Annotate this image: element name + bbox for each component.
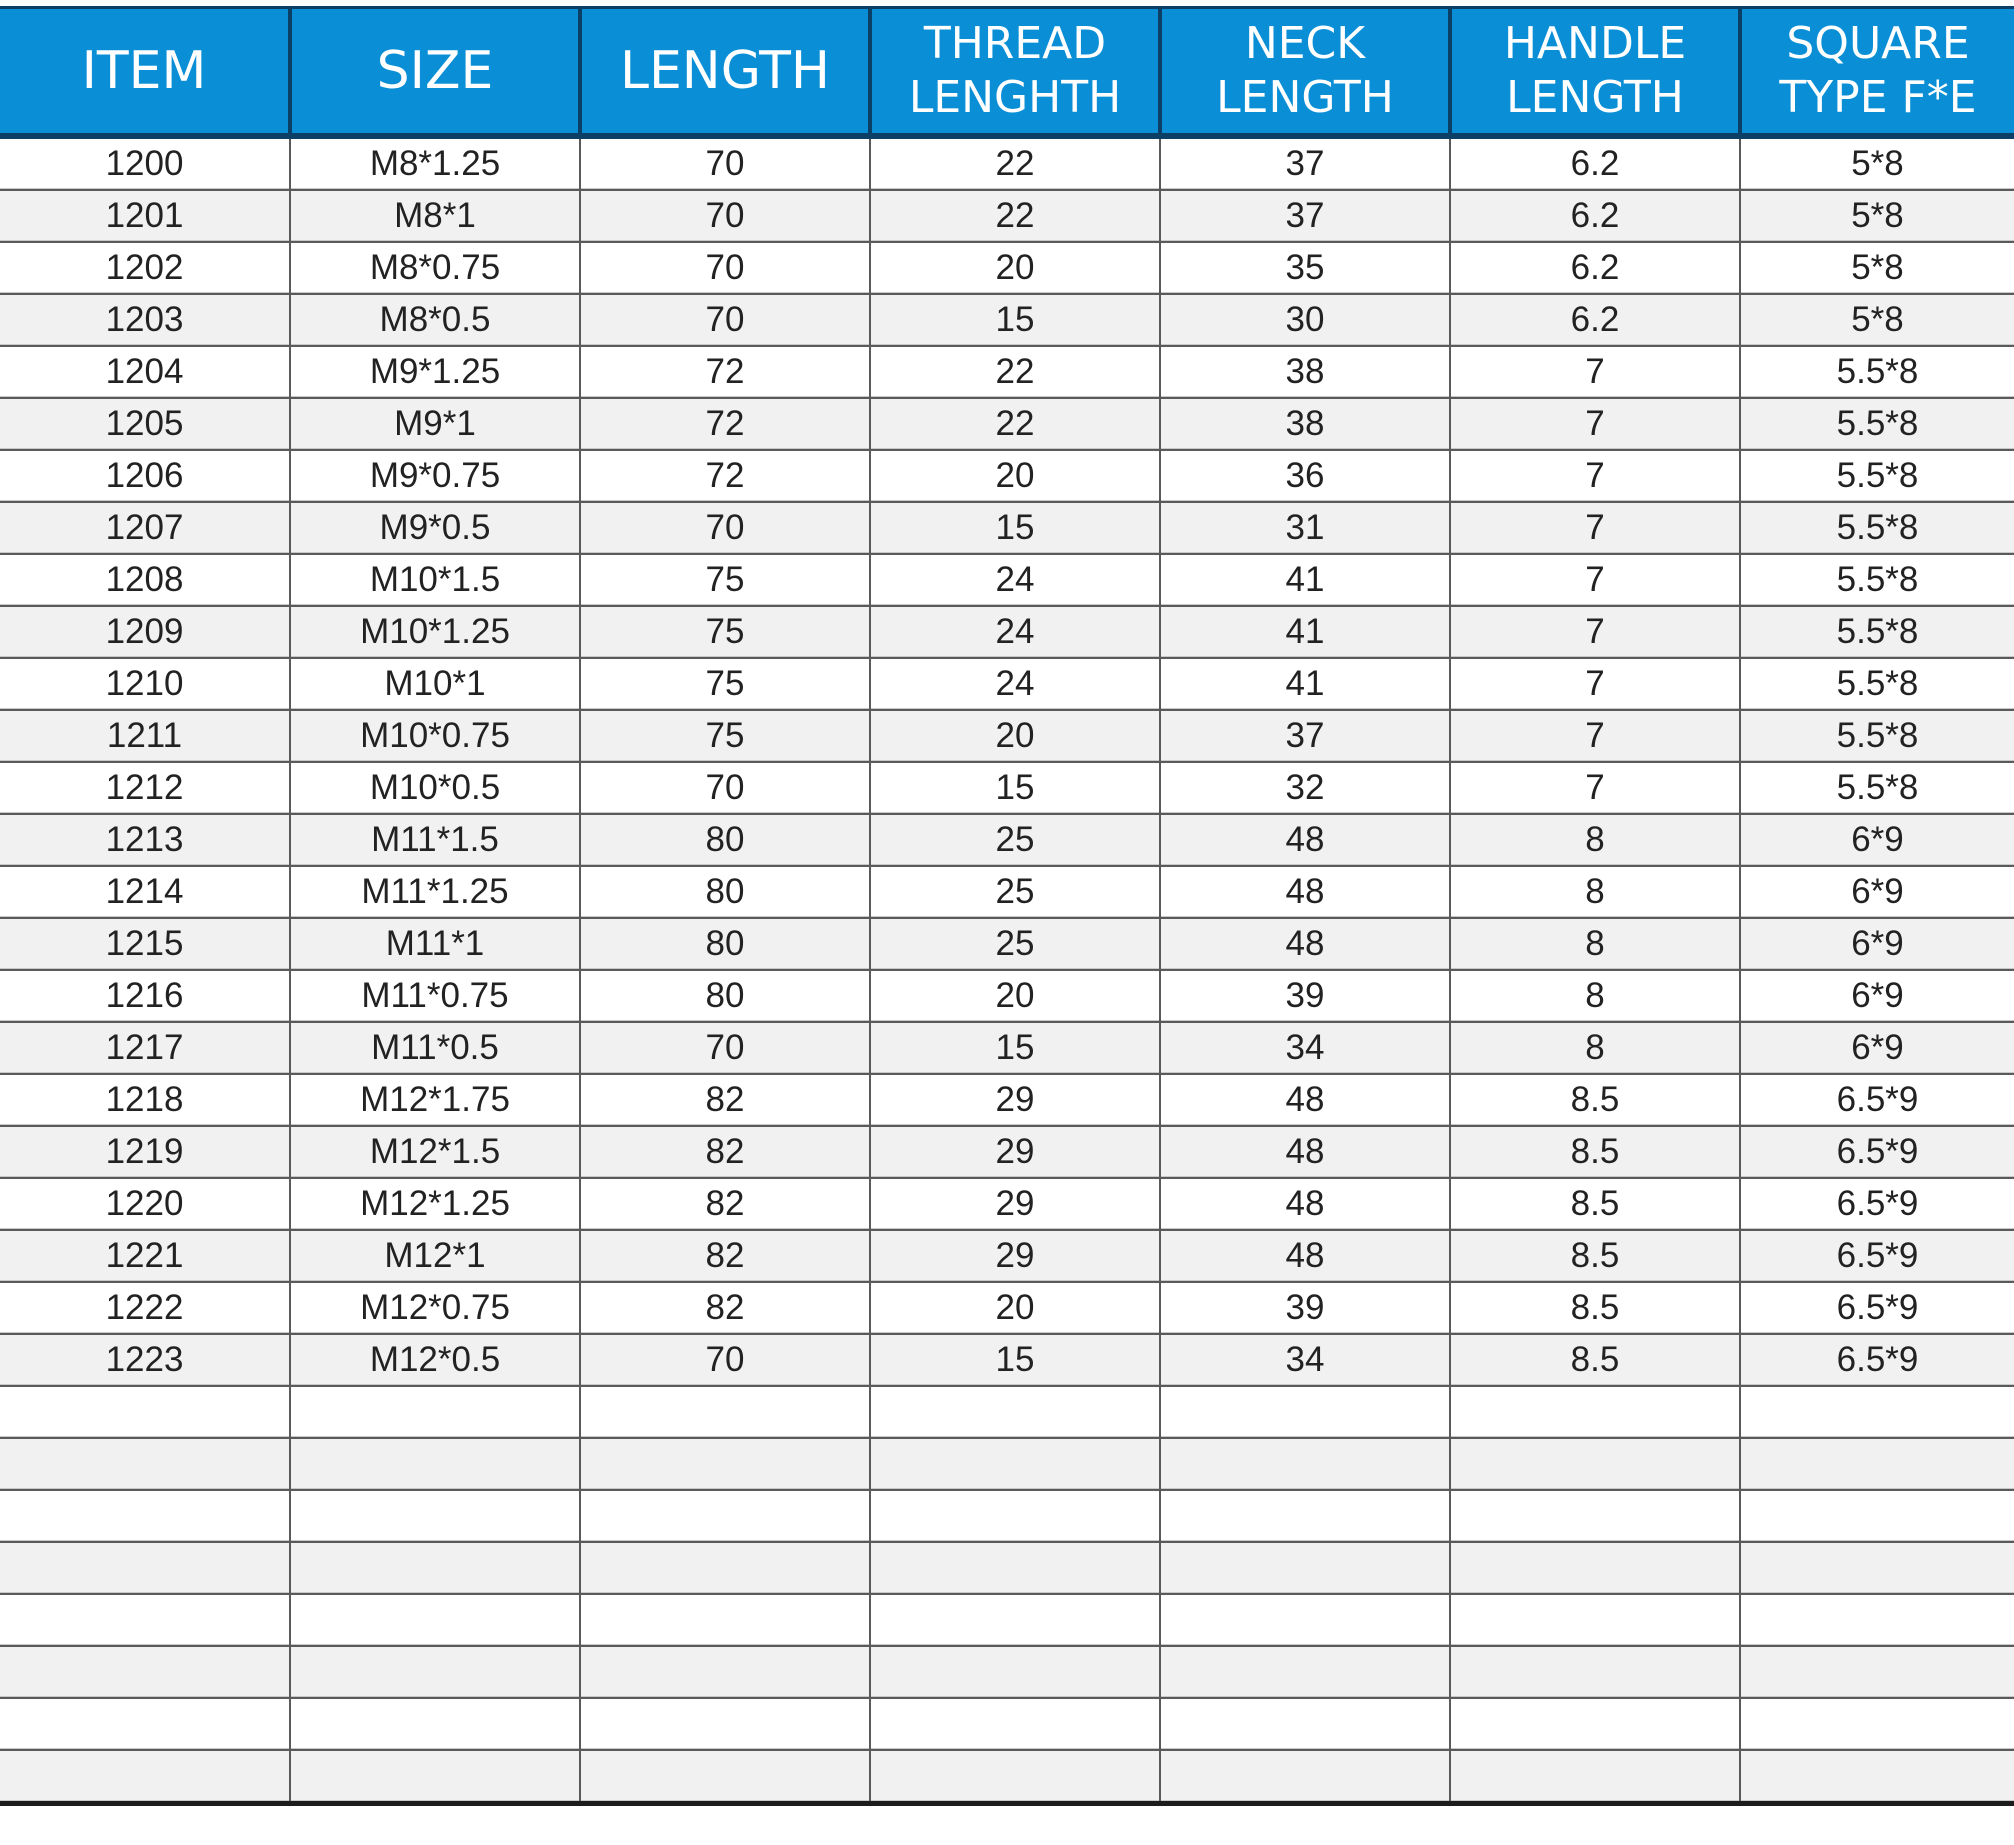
cell-handle-length: 8 bbox=[1450, 970, 1740, 1022]
cell-square-type: 5.5*8 bbox=[1740, 398, 2014, 450]
cell-item: 1201 bbox=[0, 190, 290, 242]
cell-size: M8*0.75 bbox=[290, 242, 580, 294]
cell-item bbox=[0, 1594, 290, 1646]
cell-length bbox=[580, 1490, 870, 1542]
table-row bbox=[0, 710, 2014, 762]
header-square-type: SQUARE TYPE F*E bbox=[1740, 8, 2014, 137]
cell-neck-length: 31 bbox=[1160, 502, 1450, 554]
cell-thread-length: 24 bbox=[870, 606, 1160, 658]
cell-thread-length: 20 bbox=[870, 710, 1160, 762]
cell-length: 70 bbox=[580, 136, 870, 190]
cell-thread-length bbox=[870, 1438, 1160, 1490]
cell-square-type: 5*8 bbox=[1740, 242, 2014, 294]
cell-length bbox=[580, 1646, 870, 1698]
cell-length bbox=[580, 1386, 870, 1438]
cell-square-type: 6*9 bbox=[1740, 866, 2014, 918]
cell-neck-length: 37 bbox=[1160, 190, 1450, 242]
cell-size: M11*1.25 bbox=[290, 866, 580, 918]
cell-thread-length: 20 bbox=[870, 1282, 1160, 1334]
cell-square-type: 6.5*9 bbox=[1740, 1230, 2014, 1282]
cell-length: 80 bbox=[580, 866, 870, 918]
cell-size bbox=[290, 1490, 580, 1542]
cell-size: M11*0.5 bbox=[290, 1022, 580, 1074]
cell-length: 72 bbox=[580, 346, 870, 398]
cell-neck-length: 48 bbox=[1160, 866, 1450, 918]
cell-square-type: 6*9 bbox=[1740, 1022, 2014, 1074]
cell-length bbox=[580, 1542, 870, 1594]
cell-thread-length: 29 bbox=[870, 1126, 1160, 1178]
table-row bbox=[0, 136, 2014, 190]
cell-size: M10*1.25 bbox=[290, 606, 580, 658]
cell-item: 1205 bbox=[0, 398, 290, 450]
cell-handle-length: 8.5 bbox=[1450, 1334, 1740, 1386]
cell-square-type: 5.5*8 bbox=[1740, 710, 2014, 762]
cell-thread-length bbox=[870, 1698, 1160, 1750]
cell-handle-length: 6.2 bbox=[1450, 242, 1740, 294]
table-row bbox=[0, 1178, 2014, 1230]
cell-item: 1203 bbox=[0, 294, 290, 346]
cell-thread-length bbox=[870, 1542, 1160, 1594]
cell-length bbox=[580, 1594, 870, 1646]
cell-item: 1214 bbox=[0, 866, 290, 918]
cell-length: 70 bbox=[580, 502, 870, 554]
spec-table bbox=[0, 6, 2014, 1806]
cell-item: 1202 bbox=[0, 242, 290, 294]
cell-thread-length bbox=[870, 1594, 1160, 1646]
cell-square-type: 6*9 bbox=[1740, 918, 2014, 970]
table-row bbox=[0, 1334, 2014, 1386]
cell-square-type bbox=[1740, 1490, 2014, 1542]
cell-handle-length: 8 bbox=[1450, 814, 1740, 866]
cell-square-type: 6.5*9 bbox=[1740, 1126, 2014, 1178]
cell-size: M12*1.5 bbox=[290, 1126, 580, 1178]
cell-thread-length: 22 bbox=[870, 346, 1160, 398]
table-row bbox=[0, 918, 2014, 970]
cell-size: M12*1 bbox=[290, 1230, 580, 1282]
cell-neck-length: 34 bbox=[1160, 1334, 1450, 1386]
cell-square-type bbox=[1740, 1594, 2014, 1646]
cell-size: M10*0.75 bbox=[290, 710, 580, 762]
cell-thread-length: 22 bbox=[870, 398, 1160, 450]
table-row bbox=[0, 970, 2014, 1022]
cell-thread-length bbox=[870, 1646, 1160, 1698]
cell-neck-length: 48 bbox=[1160, 1178, 1450, 1230]
cell-size bbox=[290, 1386, 580, 1438]
cell-size: M11*0.75 bbox=[290, 970, 580, 1022]
cell-neck-length: 48 bbox=[1160, 1230, 1450, 1282]
table-row bbox=[0, 1386, 2014, 1438]
cell-item: 1217 bbox=[0, 1022, 290, 1074]
cell-item: 1220 bbox=[0, 1178, 290, 1230]
table-row bbox=[0, 866, 2014, 918]
cell-neck-length: 48 bbox=[1160, 814, 1450, 866]
cell-handle-length bbox=[1450, 1490, 1740, 1542]
cell-neck-length: 32 bbox=[1160, 762, 1450, 814]
cell-item: 1213 bbox=[0, 814, 290, 866]
cell-handle-length: 8.5 bbox=[1450, 1074, 1740, 1126]
cell-length: 70 bbox=[580, 1022, 870, 1074]
cell-item: 1218 bbox=[0, 1074, 290, 1126]
cell-neck-length: 41 bbox=[1160, 554, 1450, 606]
cell-size bbox=[290, 1594, 580, 1646]
header-size: SIZE bbox=[290, 8, 580, 137]
cell-item: 1208 bbox=[0, 554, 290, 606]
cell-size bbox=[290, 1542, 580, 1594]
table-row bbox=[0, 346, 2014, 398]
cell-handle-length bbox=[1450, 1698, 1740, 1750]
cell-item: 1212 bbox=[0, 762, 290, 814]
cell-handle-length: 8.5 bbox=[1450, 1126, 1740, 1178]
cell-length: 75 bbox=[580, 658, 870, 710]
cell-handle-length: 6.2 bbox=[1450, 294, 1740, 346]
cell-neck-length: 30 bbox=[1160, 294, 1450, 346]
cell-size bbox=[290, 1438, 580, 1490]
cell-item: 1210 bbox=[0, 658, 290, 710]
cell-item: 1215 bbox=[0, 918, 290, 970]
cell-item: 1209 bbox=[0, 606, 290, 658]
cell-square-type: 5.5*8 bbox=[1740, 450, 2014, 502]
cell-thread-length bbox=[870, 1490, 1160, 1542]
cell-size: M8*1 bbox=[290, 190, 580, 242]
cell-thread-length: 15 bbox=[870, 294, 1160, 346]
cell-item: 1200 bbox=[0, 136, 290, 190]
table-row bbox=[0, 1074, 2014, 1126]
cell-neck-length: 48 bbox=[1160, 918, 1450, 970]
cell-square-type bbox=[1740, 1646, 2014, 1698]
cell-item: 1216 bbox=[0, 970, 290, 1022]
cell-size: M10*1.5 bbox=[290, 554, 580, 606]
table-row bbox=[0, 658, 2014, 710]
cell-handle-length bbox=[1450, 1386, 1740, 1438]
cell-length: 70 bbox=[580, 242, 870, 294]
cell-handle-length: 8 bbox=[1450, 866, 1740, 918]
cell-length: 70 bbox=[580, 294, 870, 346]
cell-neck-length: 37 bbox=[1160, 710, 1450, 762]
header-length: LENGTH bbox=[580, 8, 870, 137]
cell-item: 1206 bbox=[0, 450, 290, 502]
cell-handle-length: 7 bbox=[1450, 450, 1740, 502]
cell-handle-length bbox=[1450, 1750, 1740, 1804]
table-row bbox=[0, 1282, 2014, 1334]
cell-size bbox=[290, 1646, 580, 1698]
cell-thread-length: 29 bbox=[870, 1074, 1160, 1126]
table-header bbox=[0, 8, 2014, 137]
cell-item bbox=[0, 1646, 290, 1698]
table-row bbox=[0, 1646, 2014, 1698]
cell-neck-length bbox=[1160, 1750, 1450, 1804]
cell-square-type: 5.5*8 bbox=[1740, 658, 2014, 710]
table-row bbox=[0, 1230, 2014, 1282]
cell-neck-length: 39 bbox=[1160, 970, 1450, 1022]
cell-thread-length: 20 bbox=[870, 450, 1160, 502]
cell-handle-length: 8.5 bbox=[1450, 1230, 1740, 1282]
table-row bbox=[0, 762, 2014, 814]
cell-thread-length: 22 bbox=[870, 190, 1160, 242]
cell-length: 70 bbox=[580, 190, 870, 242]
table-row bbox=[0, 814, 2014, 866]
cell-square-type bbox=[1740, 1750, 2014, 1804]
cell-thread-length bbox=[870, 1386, 1160, 1438]
cell-handle-length: 7 bbox=[1450, 658, 1740, 710]
cell-size: M8*0.5 bbox=[290, 294, 580, 346]
cell-handle-length: 7 bbox=[1450, 710, 1740, 762]
header-row bbox=[0, 8, 2014, 137]
cell-length: 80 bbox=[580, 970, 870, 1022]
cell-handle-length: 7 bbox=[1450, 502, 1740, 554]
table-row bbox=[0, 606, 2014, 658]
cell-thread-length bbox=[870, 1750, 1160, 1804]
cell-length: 75 bbox=[580, 554, 870, 606]
cell-square-type bbox=[1740, 1438, 2014, 1490]
cell-neck-length bbox=[1160, 1438, 1450, 1490]
cell-thread-length: 29 bbox=[870, 1230, 1160, 1282]
cell-length: 80 bbox=[580, 814, 870, 866]
cell-neck-length: 41 bbox=[1160, 606, 1450, 658]
cell-neck-length: 48 bbox=[1160, 1126, 1450, 1178]
cell-thread-length: 24 bbox=[870, 658, 1160, 710]
cell-thread-length: 20 bbox=[870, 970, 1160, 1022]
table-row bbox=[0, 190, 2014, 242]
cell-square-type: 5*8 bbox=[1740, 190, 2014, 242]
cell-item: 1204 bbox=[0, 346, 290, 398]
cell-handle-length bbox=[1450, 1542, 1740, 1594]
cell-item bbox=[0, 1438, 290, 1490]
cell-thread-length: 29 bbox=[870, 1178, 1160, 1230]
table-row bbox=[0, 502, 2014, 554]
cell-length: 70 bbox=[580, 1334, 870, 1386]
cell-handle-length: 7 bbox=[1450, 398, 1740, 450]
cell-square-type: 6*9 bbox=[1740, 970, 2014, 1022]
cell-size: M9*1.25 bbox=[290, 346, 580, 398]
cell-length: 75 bbox=[580, 606, 870, 658]
cell-square-type: 6.5*9 bbox=[1740, 1074, 2014, 1126]
cell-size: M10*0.5 bbox=[290, 762, 580, 814]
cell-item bbox=[0, 1750, 290, 1804]
cell-item: 1223 bbox=[0, 1334, 290, 1386]
table-row bbox=[0, 1594, 2014, 1646]
cell-length: 82 bbox=[580, 1074, 870, 1126]
cell-size: M12*0.5 bbox=[290, 1334, 580, 1386]
header-neck-length: NECK LENGTH bbox=[1160, 8, 1450, 137]
cell-handle-length: 7 bbox=[1450, 554, 1740, 606]
cell-item: 1211 bbox=[0, 710, 290, 762]
cell-square-type: 6.5*9 bbox=[1740, 1334, 2014, 1386]
cell-thread-length: 20 bbox=[870, 242, 1160, 294]
table-row bbox=[0, 1022, 2014, 1074]
cell-handle-length: 7 bbox=[1450, 606, 1740, 658]
cell-size bbox=[290, 1698, 580, 1750]
cell-neck-length: 39 bbox=[1160, 1282, 1450, 1334]
header-handle-length: HANDLE LENGTH bbox=[1450, 8, 1740, 137]
cell-square-type: 5.5*8 bbox=[1740, 762, 2014, 814]
cell-length bbox=[580, 1750, 870, 1804]
header-thread-length: THREAD LENGHTH bbox=[870, 8, 1160, 137]
cell-neck-length: 35 bbox=[1160, 242, 1450, 294]
table-row bbox=[0, 1698, 2014, 1750]
cell-handle-length bbox=[1450, 1594, 1740, 1646]
table-row bbox=[0, 294, 2014, 346]
cell-square-type bbox=[1740, 1386, 2014, 1438]
cell-square-type: 5*8 bbox=[1740, 136, 2014, 190]
cell-neck-length: 48 bbox=[1160, 1074, 1450, 1126]
table-row bbox=[0, 1438, 2014, 1490]
cell-size: M12*0.75 bbox=[290, 1282, 580, 1334]
cell-length: 70 bbox=[580, 762, 870, 814]
cell-item: 1221 bbox=[0, 1230, 290, 1282]
cell-handle-length: 8.5 bbox=[1450, 1282, 1740, 1334]
cell-neck-length: 38 bbox=[1160, 398, 1450, 450]
cell-length bbox=[580, 1438, 870, 1490]
cell-size: M9*0.75 bbox=[290, 450, 580, 502]
cell-length: 82 bbox=[580, 1126, 870, 1178]
cell-handle-length bbox=[1450, 1646, 1740, 1698]
table-row bbox=[0, 1750, 2014, 1804]
cell-neck-length: 36 bbox=[1160, 450, 1450, 502]
cell-square-type: 6.5*9 bbox=[1740, 1178, 2014, 1230]
cell-length: 72 bbox=[580, 398, 870, 450]
table-row bbox=[0, 554, 2014, 606]
cell-thread-length: 25 bbox=[870, 866, 1160, 918]
cell-thread-length: 24 bbox=[870, 554, 1160, 606]
cell-square-type: 5.5*8 bbox=[1740, 606, 2014, 658]
cell-thread-length: 15 bbox=[870, 502, 1160, 554]
table-row bbox=[0, 242, 2014, 294]
table-body bbox=[0, 136, 2014, 1804]
cell-thread-length: 15 bbox=[870, 1022, 1160, 1074]
cell-neck-length: 38 bbox=[1160, 346, 1450, 398]
cell-length: 82 bbox=[580, 1230, 870, 1282]
cell-square-type: 5.5*8 bbox=[1740, 346, 2014, 398]
cell-size: M9*0.5 bbox=[290, 502, 580, 554]
cell-thread-length: 15 bbox=[870, 762, 1160, 814]
cell-thread-length: 22 bbox=[870, 136, 1160, 190]
cell-size: M8*1.25 bbox=[290, 136, 580, 190]
cell-length: 82 bbox=[580, 1282, 870, 1334]
cell-length: 82 bbox=[580, 1178, 870, 1230]
cell-handle-length: 7 bbox=[1450, 346, 1740, 398]
cell-item bbox=[0, 1698, 290, 1750]
cell-handle-length: 7 bbox=[1450, 762, 1740, 814]
cell-handle-length: 8 bbox=[1450, 918, 1740, 970]
cell-square-type: 6.5*9 bbox=[1740, 1282, 2014, 1334]
table-row bbox=[0, 1126, 2014, 1178]
cell-length: 72 bbox=[580, 450, 870, 502]
table-row bbox=[0, 398, 2014, 450]
header-item: ITEM bbox=[0, 8, 290, 137]
cell-size: M12*1.75 bbox=[290, 1074, 580, 1126]
table-row bbox=[0, 1490, 2014, 1542]
cell-item: 1222 bbox=[0, 1282, 290, 1334]
cell-size bbox=[290, 1750, 580, 1804]
cell-size: M11*1 bbox=[290, 918, 580, 970]
cell-size: M12*1.25 bbox=[290, 1178, 580, 1230]
cell-size: M10*1 bbox=[290, 658, 580, 710]
cell-neck-length bbox=[1160, 1594, 1450, 1646]
table-row bbox=[0, 450, 2014, 502]
cell-neck-length bbox=[1160, 1490, 1450, 1542]
cell-neck-length: 41 bbox=[1160, 658, 1450, 710]
cell-handle-length: 6.2 bbox=[1450, 190, 1740, 242]
cell-neck-length: 37 bbox=[1160, 136, 1450, 190]
cell-length bbox=[580, 1698, 870, 1750]
cell-neck-length: 34 bbox=[1160, 1022, 1450, 1074]
cell-thread-length: 25 bbox=[870, 814, 1160, 866]
cell-thread-length: 25 bbox=[870, 918, 1160, 970]
cell-neck-length bbox=[1160, 1698, 1450, 1750]
cell-handle-length: 6.2 bbox=[1450, 136, 1740, 190]
table-row bbox=[0, 1542, 2014, 1594]
cell-thread-length: 15 bbox=[870, 1334, 1160, 1386]
cell-item bbox=[0, 1490, 290, 1542]
cell-size: M9*1 bbox=[290, 398, 580, 450]
cell-square-type: 5*8 bbox=[1740, 294, 2014, 346]
cell-square-type bbox=[1740, 1542, 2014, 1594]
cell-item bbox=[0, 1386, 290, 1438]
cell-square-type bbox=[1740, 1698, 2014, 1750]
cell-handle-length: 8.5 bbox=[1450, 1178, 1740, 1230]
cell-square-type: 5.5*8 bbox=[1740, 502, 2014, 554]
cell-square-type: 6*9 bbox=[1740, 814, 2014, 866]
cell-length: 80 bbox=[580, 918, 870, 970]
cell-item: 1219 bbox=[0, 1126, 290, 1178]
cell-size: M11*1.5 bbox=[290, 814, 580, 866]
cell-item bbox=[0, 1542, 290, 1594]
cell-neck-length bbox=[1160, 1542, 1450, 1594]
cell-handle-length: 8 bbox=[1450, 1022, 1740, 1074]
cell-neck-length bbox=[1160, 1386, 1450, 1438]
cell-item: 1207 bbox=[0, 502, 290, 554]
cell-length: 75 bbox=[580, 710, 870, 762]
cell-neck-length bbox=[1160, 1646, 1450, 1698]
cell-square-type: 5.5*8 bbox=[1740, 554, 2014, 606]
cell-handle-length bbox=[1450, 1438, 1740, 1490]
